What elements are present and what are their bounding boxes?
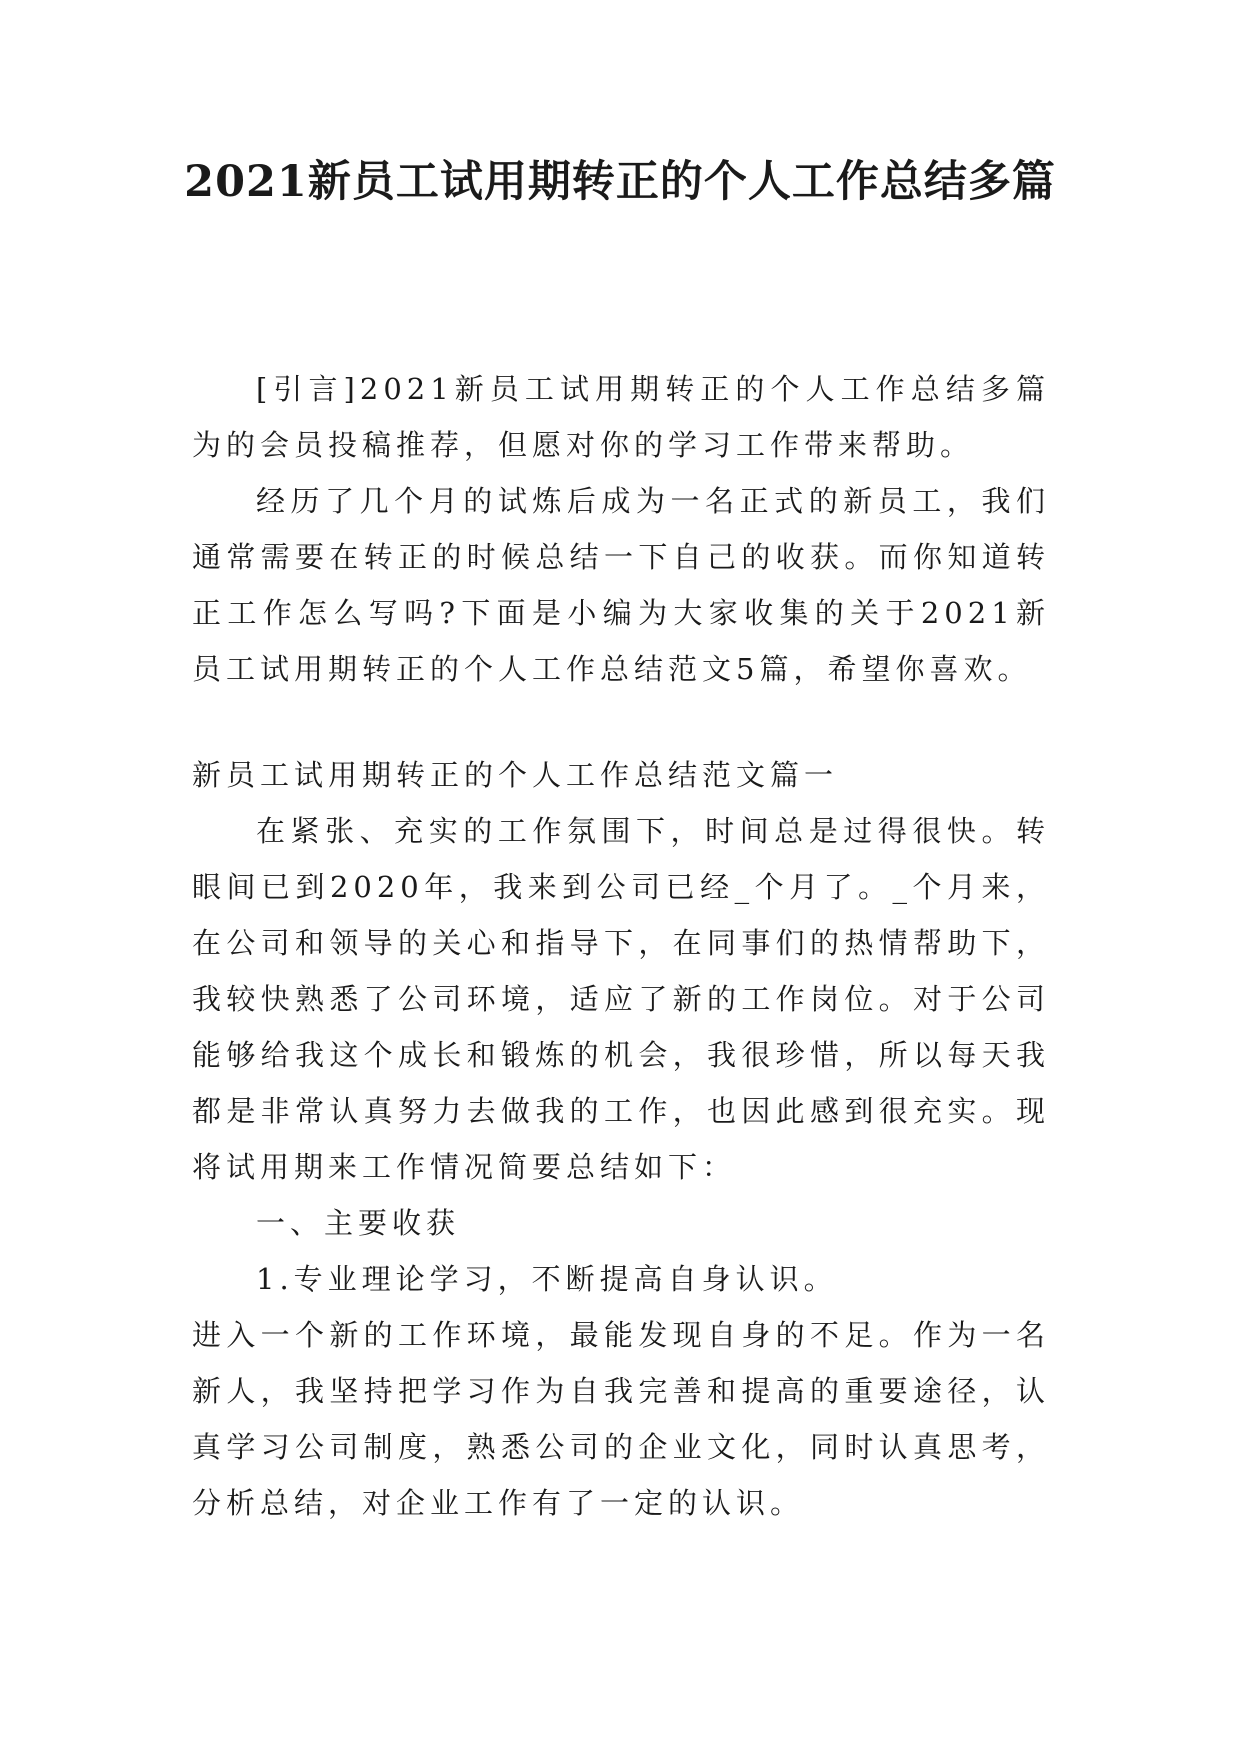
section-body-paragraph: 在紧张、充实的工作氛围下，时间总是过得很快。转眼间已到2020年，我来到公司已经_个月了。_个月来，在公司和领导的关心和指导下，在同事们的热情帮助下，我较快熟悉了公司环境，适应了新的工作岗位。对于公司能够给我这个成长和锻炼的机会，我很珍惜，所以每天我都是非常认真努力去做我的工作，也因此感到很充实。现将试用期来工作情况简要总结如下： xyxy=(192,814,1050,1184)
paragraph-spacer xyxy=(192,697,1050,747)
subheading-main-gains: 一、主要收获 xyxy=(256,1206,461,1240)
lead-paragraph: 经历了几个月的试炼后成为一名正式的新员工，我们通常需要在转正的时候总结一下自己的收获。而你知道转正工作怎么写吗?下面是小编为大家收集的关于2021新员工试用期转正的个人工作总结范文5篇，希望你喜欢。 xyxy=(192,484,1050,686)
list-item-1-body: 进入一个新的工作环境，最能发现自身的不足。作为一名新人，我坚持把学习作为自我完善和提高的重要途径，认真学习公司制度，熟悉公司的企业文化，同时认真思考，分析总结，对企业工作有了一定的认识。 xyxy=(192,1318,1050,1520)
document-body xyxy=(192,361,1050,1531)
section-heading: 新员工试用期转正的个人工作总结范文篇一 xyxy=(192,758,839,792)
intro-paragraph: [引言]2021新员工试用期转正的个人工作总结多篇为的会员投稿推荐，但愿对你的学习工作带来帮助。 xyxy=(192,372,1050,462)
document-title: 2021新员工试用期转正的个人工作总结多篇 xyxy=(184,157,1056,207)
list-item-1: 1.专业理论学习，不断提高自身认识。 xyxy=(256,1262,838,1296)
